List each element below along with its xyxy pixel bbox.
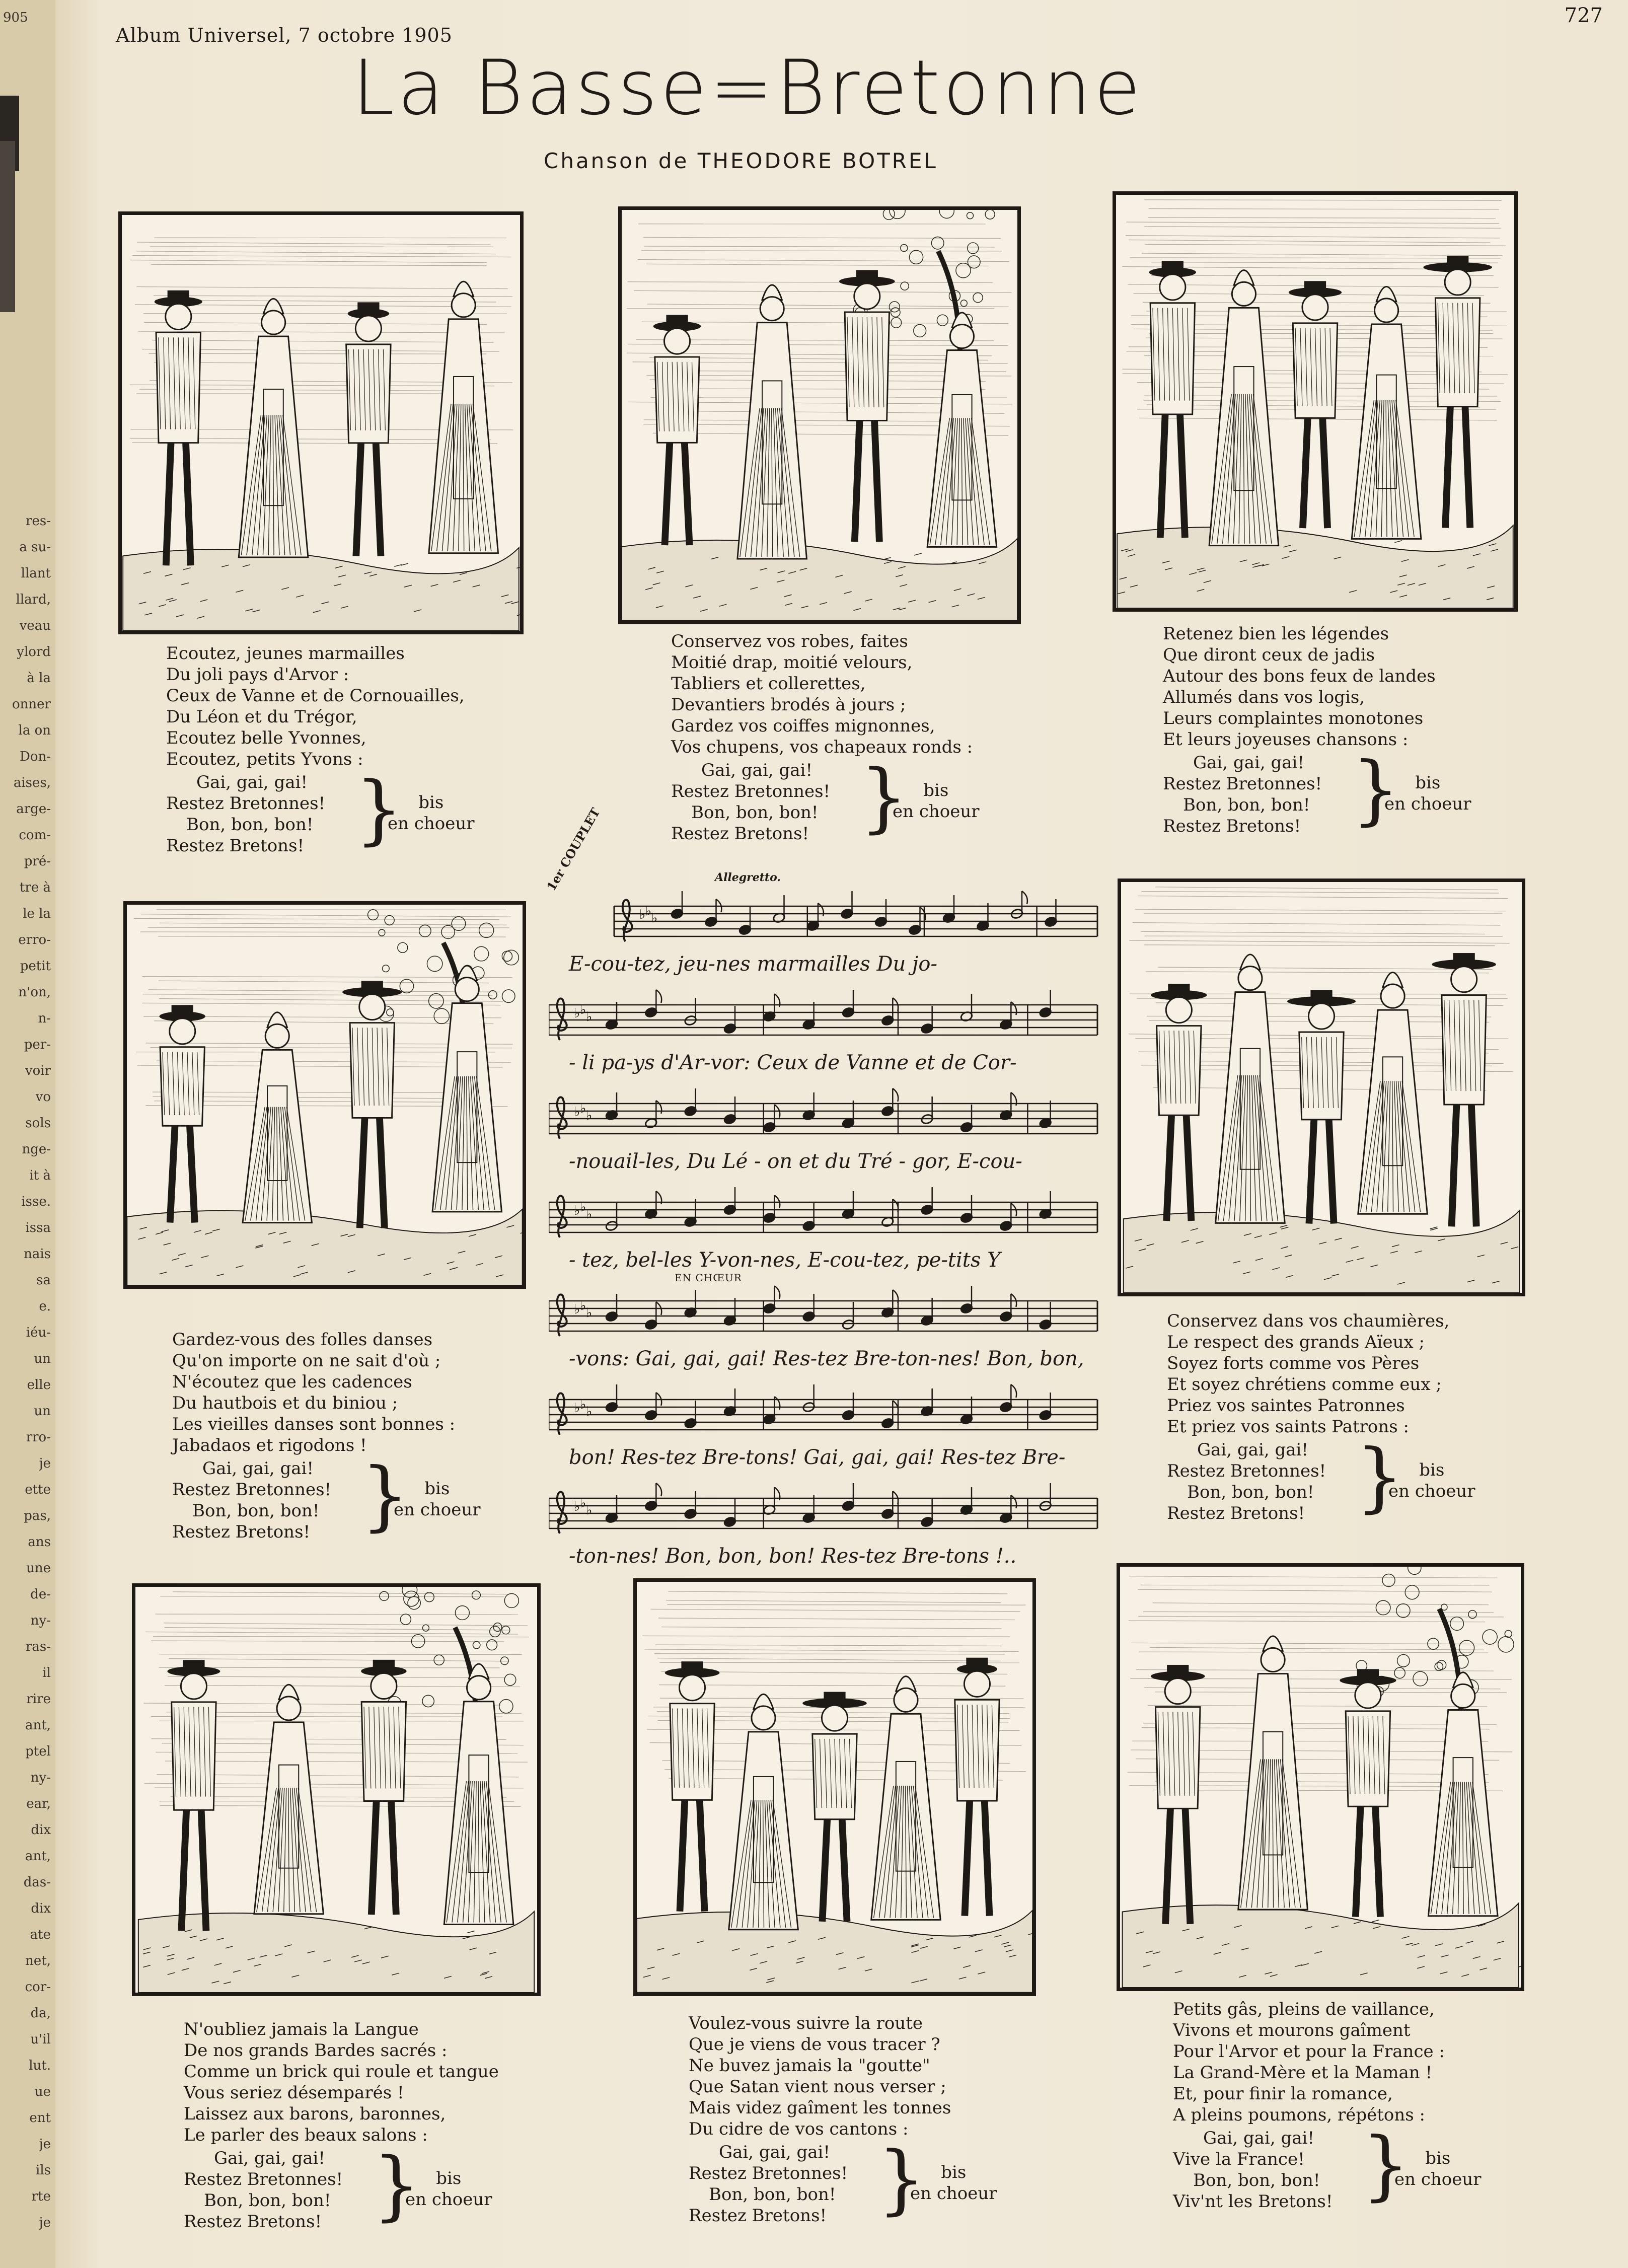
page-subtitle: Chanson de THEODORE BOTREL [544,149,938,173]
svg-text:♭: ♭ [580,1200,586,1215]
margin-fragment: nais [24,1247,51,1262]
svg-text:♭: ♭ [586,1404,593,1419]
en-choeur-label: en choeur [405,2189,492,2210]
en-choeur-label: en choeur [394,1500,481,1520]
svg-text:♭: ♭ [580,1101,586,1116]
illustration-piper-group [118,211,524,634]
verse-line: Allumés dans vos logis, [1163,687,1365,707]
verse-6 [184,2019,499,2232]
illustration-cider-barrel [633,1578,1036,1996]
chorus-line: Vive la France! [1173,2149,1305,2169]
margin-fragment: sols [25,1116,51,1131]
margin-fragment: res- [26,514,51,529]
verse-line: N'oubliez jamais la Langue [184,2019,419,2039]
chorus-line: Bon, bon, bon! [709,2184,836,2205]
verse-line: Soyez forts comme vos Pères [1167,1353,1420,1373]
verse-line: Qu'on importe on ne sait d'où ; [172,1351,441,1371]
music-lyric-line: - li pa-ys d'Ar-vor: Ceux de Vanne et de Cor- [569,1051,1017,1074]
margin-fragment: elle [27,1377,51,1393]
illustration-fireside-storyteller [1113,191,1518,612]
margin-fragment: tre à [19,880,51,895]
music-lyric-line: -ton-nes! Bon, bon, bon! Res-tez Bre-tons !.. [569,1545,1017,1568]
margin-fragment: llant [21,566,51,581]
svg-text:♭: ♭ [574,1105,580,1120]
verse-line: Du joli pays d'Arvor : [166,665,349,685]
margin-fragment: das- [23,1875,51,1890]
bis-label: bis [1425,2148,1451,2168]
margin-fragment: il [42,1665,51,1680]
verse-line: Du cidre de vos cantons : [689,2119,909,2139]
margin-fragment: ny- [30,1770,51,1785]
margin-fragment: pré- [24,854,51,869]
verse-line: Que diront ceux de jadis [1163,645,1375,665]
svg-text:♭: ♭ [580,1496,586,1511]
en-choeur-label: en choeur [1394,2169,1482,2189]
verse-line: Ecoutez belle Yvonnes, [166,728,366,748]
verse-line: Comme un brick qui roule et tangue [184,2062,499,2082]
verse-line: Que je viens de vous tracer ? [689,2034,940,2055]
verse-line: Retenez bien les légendes [1163,624,1389,644]
svg-text:♭: ♭ [586,1207,593,1222]
chorus-line: Gai, gai, gai! [1197,1440,1309,1460]
chorus-line: Restez Bretons! [184,2212,322,2232]
music-lyric-line: -vons: Gai, gai, gai! Res-tez Bre-ton-nes! Bon, bon, [569,1347,1084,1370]
svg-text:♭: ♭ [574,1499,580,1514]
verse-line: Priez vos saintes Patronnes [1167,1396,1405,1416]
verse-line: Et, pour finir la romance, [1173,2084,1393,2104]
bis-label: bis [923,780,949,800]
margin-fragment: it à [29,1168,51,1183]
verse-line: Devantiers brodés à jours ; [671,695,906,715]
margin-fragment: Don- [19,749,51,764]
chorus-brace: } [1356,1433,1404,1521]
chorus-line: Gai, gai, gai! [719,2142,831,2162]
bis-label: bis [1415,773,1441,793]
margin-fragment: llard, [16,592,51,607]
chorus-brace: } [355,766,403,853]
chorus-block [184,2142,499,2232]
verse-5 [1167,1310,1475,1524]
music-lyric-line: -nouail-les, Du Lé - on et du Tré - gor, E-cou- [569,1150,1022,1173]
verse-line: De nos grands Bardes sacrés : [184,2040,448,2061]
verse-line: Leurs complaintes monotones [1163,708,1424,728]
svg-text:♭: ♭ [580,1397,586,1412]
margin-fragment: à la [27,671,51,686]
music-lyric-line: - tez, bel-les Y-von-nes, E-cou-tez, pe-tits Y [569,1249,1001,1272]
illustration-costumed-girls [618,206,1021,624]
chorus-line: Gai, gai, gai! [1193,753,1305,773]
margin-fragment: une [26,1561,51,1576]
verse-line: Moitié drap, moitié velours, [671,652,913,673]
en-choeur-label: en choeur [388,814,475,834]
margin-fragment: erro- [18,932,51,947]
margin-fragment: arge- [16,801,51,817]
margin-fragment: ear, [26,1796,51,1811]
margin-fragment: ras- [25,1639,51,1654]
margin-fragment: je [39,2215,51,2230]
music-lyric-line: E-cou-tez, jeu-nes marmailles Du jo- [569,953,938,976]
margin-fragment: sa [36,1273,51,1288]
bis-label: bis [941,2162,967,2182]
verse-line: Autour des bons feux de landes [1163,666,1436,686]
svg-text:♭: ♭ [574,1203,580,1218]
svg-text:♭: ♭ [574,1006,580,1021]
illustration-tavern-table [132,1583,541,1996]
music-staff [549,1478,1102,1544]
verse-line: Voulez-vous suivre la route [689,2013,923,2033]
margin-fragment: onner [12,697,51,712]
verse-8 [1173,1999,1482,2212]
margin-fragment: da, [30,2006,51,2021]
music-staff [549,1379,1102,1445]
chorus-line: Restez Bretons! [1167,1503,1305,1523]
margin-fragment: iéu- [26,1325,51,1340]
margin-fragment: ny- [30,1613,51,1628]
margin-fragment: veau [19,618,51,633]
margin-fragment: la on [18,723,51,738]
svg-text:♭: ♭ [639,907,646,922]
chorus-line: Bon, bon, bon! [192,1501,320,1521]
en-choeur-mark: EN CHŒUR [675,1272,742,1284]
svg-text:♭: ♭ [580,1298,586,1313]
margin-fragment: dix [31,1822,51,1838]
verse-line: Ceux de Vanne et de Cornouailles, [166,686,465,706]
verse-line: Le respect des grands Aïeux ; [1167,1332,1425,1352]
margin-fragment: aises, [13,775,51,790]
chorus-brace: } [1362,2121,1410,2209]
margin-fragment: issa [25,1220,51,1235]
chorus-line: Gai, gai, gai! [196,772,308,792]
verse-line: Et leurs joyeuses chansons : [1163,729,1409,750]
margin-fragment: ils [36,2163,51,2178]
verse-line: N'écoutez que les cadences [172,1372,412,1392]
chorus-line: Gai, gai, gai! [214,2148,326,2168]
bis-label: bis [418,792,444,813]
svg-text:♭: ♭ [574,1302,580,1317]
bis-label: bis [424,1479,450,1499]
svg-text:♭: ♭ [580,1002,586,1017]
illustration-dancers [123,901,526,1289]
verse-line: Gardez-vous des folles danses [172,1330,433,1350]
verse-line: Vivons et mourons gaîment [1173,2020,1411,2040]
verse-line: Mais videz gaîment les tonnes [689,2098,951,2118]
verse-4 [172,1329,481,1543]
verse-line: Que Satan vient nous verser ; [689,2077,946,2097]
chorus-block [166,766,475,856]
verse-line: Petits gâs, pleins de vaillance, [1173,1999,1435,2019]
margin-fragment: com- [19,828,51,843]
margin-fragment: e. [39,1299,51,1314]
chorus-line: Restez Bretonnes! [689,2163,848,2183]
en-choeur-label: en choeur [1388,1481,1475,1501]
margin-fragment: ette [25,1482,51,1497]
margin-fragment: net, [25,1953,51,1968]
verse-line: Ne buvez jamais la "goutte" [689,2056,930,2076]
verse-line: A pleins poumons, répétons : [1173,2105,1425,2125]
verse-line: Les vieilles danses sont bonnes : [172,1414,456,1434]
verse-line: Et soyez chrétiens comme eux ; [1167,1374,1442,1395]
verse-1 [166,643,475,856]
chorus-block [1173,2121,1482,2212]
svg-text:♭: ♭ [586,1305,593,1321]
en-choeur-label: en choeur [1384,794,1471,814]
chorus-line: Bon, bon, bon! [1183,795,1310,815]
illustration-hats-raised [1117,1563,1524,1991]
margin-fragment: n- [38,1011,51,1026]
margin-fragment: n'on, [18,985,51,1000]
music-staff [549,1281,1102,1346]
chorus-block [1163,746,1471,837]
margin-fragment: ans [28,1534,51,1550]
verse-line: Tabliers et collerettes, [671,674,866,694]
chorus-brace: } [361,1452,409,1540]
verse-line: Gardez vos coiffes mignonnes, [671,716,935,736]
verse-line: Vous seriez désemparés ! [184,2083,404,2103]
chorus-line: Restez Bretons! [689,2206,827,2226]
margin-fragment: un [34,1351,51,1366]
margin-fragment: je [39,2137,51,2152]
music-staff [549,886,1102,952]
margin-fragment: per- [24,1037,51,1052]
chorus-line: Restez Bretons! [1163,816,1301,836]
margin-fragment: nge- [22,1142,51,1157]
svg-text:♭: ♭ [574,1401,580,1416]
margin-fragment: isse. [21,1194,51,1209]
bis-label: bis [1419,1460,1445,1480]
verse-line: Du Léon et du Trégor, [166,707,357,727]
margin-fragment: vo [35,1089,51,1105]
chorus-brace: } [877,2136,926,2223]
chorus-line: Restez Bretonnes! [671,781,831,801]
page-title: La Basse=Bretonne [352,44,1144,132]
chorus-line: Bon, bon, bon! [204,2190,331,2211]
chorus-line: Viv'nt les Bretons! [1173,2191,1333,2212]
margin-fragment: voir [25,1063,51,1078]
margin-fragment: 905 [3,10,28,25]
margin-fragment: un [34,1404,51,1419]
chorus-line: Bon, bon, bon! [186,815,314,835]
chorus-block [1167,1433,1475,1524]
margin-fragment: de- [30,1587,51,1602]
verse-2 [671,631,980,844]
header-publication: Album Universel, 7 octobre 1905 [116,24,453,46]
margin-fragment: ptel [25,1744,51,1759]
chorus-line: Restez Bretons! [166,836,305,856]
verse-line: Le parler des beaux salons : [184,2125,428,2145]
music-lyric-line: bon! Res-tez Bre-tons! Gai, gai, gai! Res-tez Bre- [569,1446,1066,1469]
verse-line: Du hautbois et du biniou ; [172,1393,398,1413]
margin-fragment: cor- [25,1980,51,1995]
chorus-line: Gai, gai, gai! [202,1458,314,1479]
chorus-line: Restez Bretonnes! [166,793,326,814]
chorus-line: Restez Bretonnes! [172,1480,332,1500]
chorus-line: Restez Bretonnes! [1167,1461,1326,1481]
margin-fragment: u'il [30,2032,51,2047]
bis-label: bis [436,2168,462,2188]
svg-text:♭: ♭ [645,904,652,919]
margin-fragment: ue [34,2084,51,2099]
chorus-line: Restez Bretons! [172,1522,311,1542]
chorus-brace: } [373,2142,421,2229]
margin-fragment: pas, [24,1508,51,1523]
verse-line: Ecoutez, petits Yvons : [166,749,363,769]
chorus-line: Bon, bon, bon! [1187,1482,1314,1502]
chorus-line: Restez Bretonnes! [184,2169,343,2189]
verse-7 [689,2013,997,2226]
verse-line: Laissez aux barons, baronnes, [184,2104,446,2124]
chorus-block [172,1452,481,1543]
chorus-block [689,2136,997,2226]
chorus-line: Bon, bon, bon! [691,802,819,823]
music-staff [549,1182,1102,1248]
chorus-line: Bon, bon, bon! [1193,2170,1320,2190]
chorus-line: Restez Bretonnes! [1163,774,1322,794]
margin-fragment: je [39,1456,51,1471]
verse-line: Ecoutez, jeunes marmailles [166,643,405,664]
margin-fragment: ant, [25,1849,51,1864]
margin-fragment: lut. [29,2058,51,2073]
verse-line: Jabadaos et rigodons ! [172,1435,367,1455]
svg-text:♭: ♭ [586,1108,593,1123]
margin-fragment: a su- [19,540,51,555]
margin-fragment: ylord [17,644,51,660]
en-choeur-label: en choeur [893,801,980,822]
verse-line: Et priez vos saints Patrons : [1167,1417,1409,1437]
chorus-line: Restez Bretons! [671,824,809,844]
verse-line: Conservez dans vos chaumières, [1167,1311,1450,1331]
chorus-line: Gai, gai, gai! [701,760,813,780]
verse-3 [1163,623,1471,837]
page-number: 727 [1564,4,1603,27]
chorus-brace: } [860,754,908,841]
verse-line: La Grand-Mère et la Maman ! [1173,2063,1433,2083]
margin-fragment: ent [29,2110,51,2126]
margin-fragment: rire [26,1692,51,1707]
couplet-label: 1er COUPLET [544,805,603,894]
svg-text:♭: ♭ [651,911,658,926]
music-staff [549,1083,1102,1149]
margin-fragment: petit [20,959,51,974]
en-choeur-label: en choeur [910,2183,997,2204]
margin-fragment: le la [23,906,51,921]
margin-fragment: ate [30,1927,51,1942]
margin-fragment: rro- [26,1430,51,1445]
margin-fragment: rte [31,2189,51,2204]
verse-line: Pour l'Arvor et pour la France : [1173,2041,1445,2062]
margin-fragment: ant, [25,1718,51,1733]
illustration-calvary-prayer [1118,879,1525,1296]
tempo-marking: Allegretto. [715,871,781,884]
verse-line: Vos chupens, vos chapeaux ronds : [671,737,973,757]
svg-text:♭: ♭ [586,1503,593,1518]
music-staff [549,985,1102,1050]
chorus-block [671,754,980,844]
chorus-brace: } [1352,746,1400,834]
svg-text:♭: ♭ [586,1009,593,1025]
verse-line: Conservez vos robes, faites [671,631,908,651]
margin-fragment: dix [31,1901,51,1916]
chorus-line: Gai, gai, gai! [1203,2128,1315,2148]
